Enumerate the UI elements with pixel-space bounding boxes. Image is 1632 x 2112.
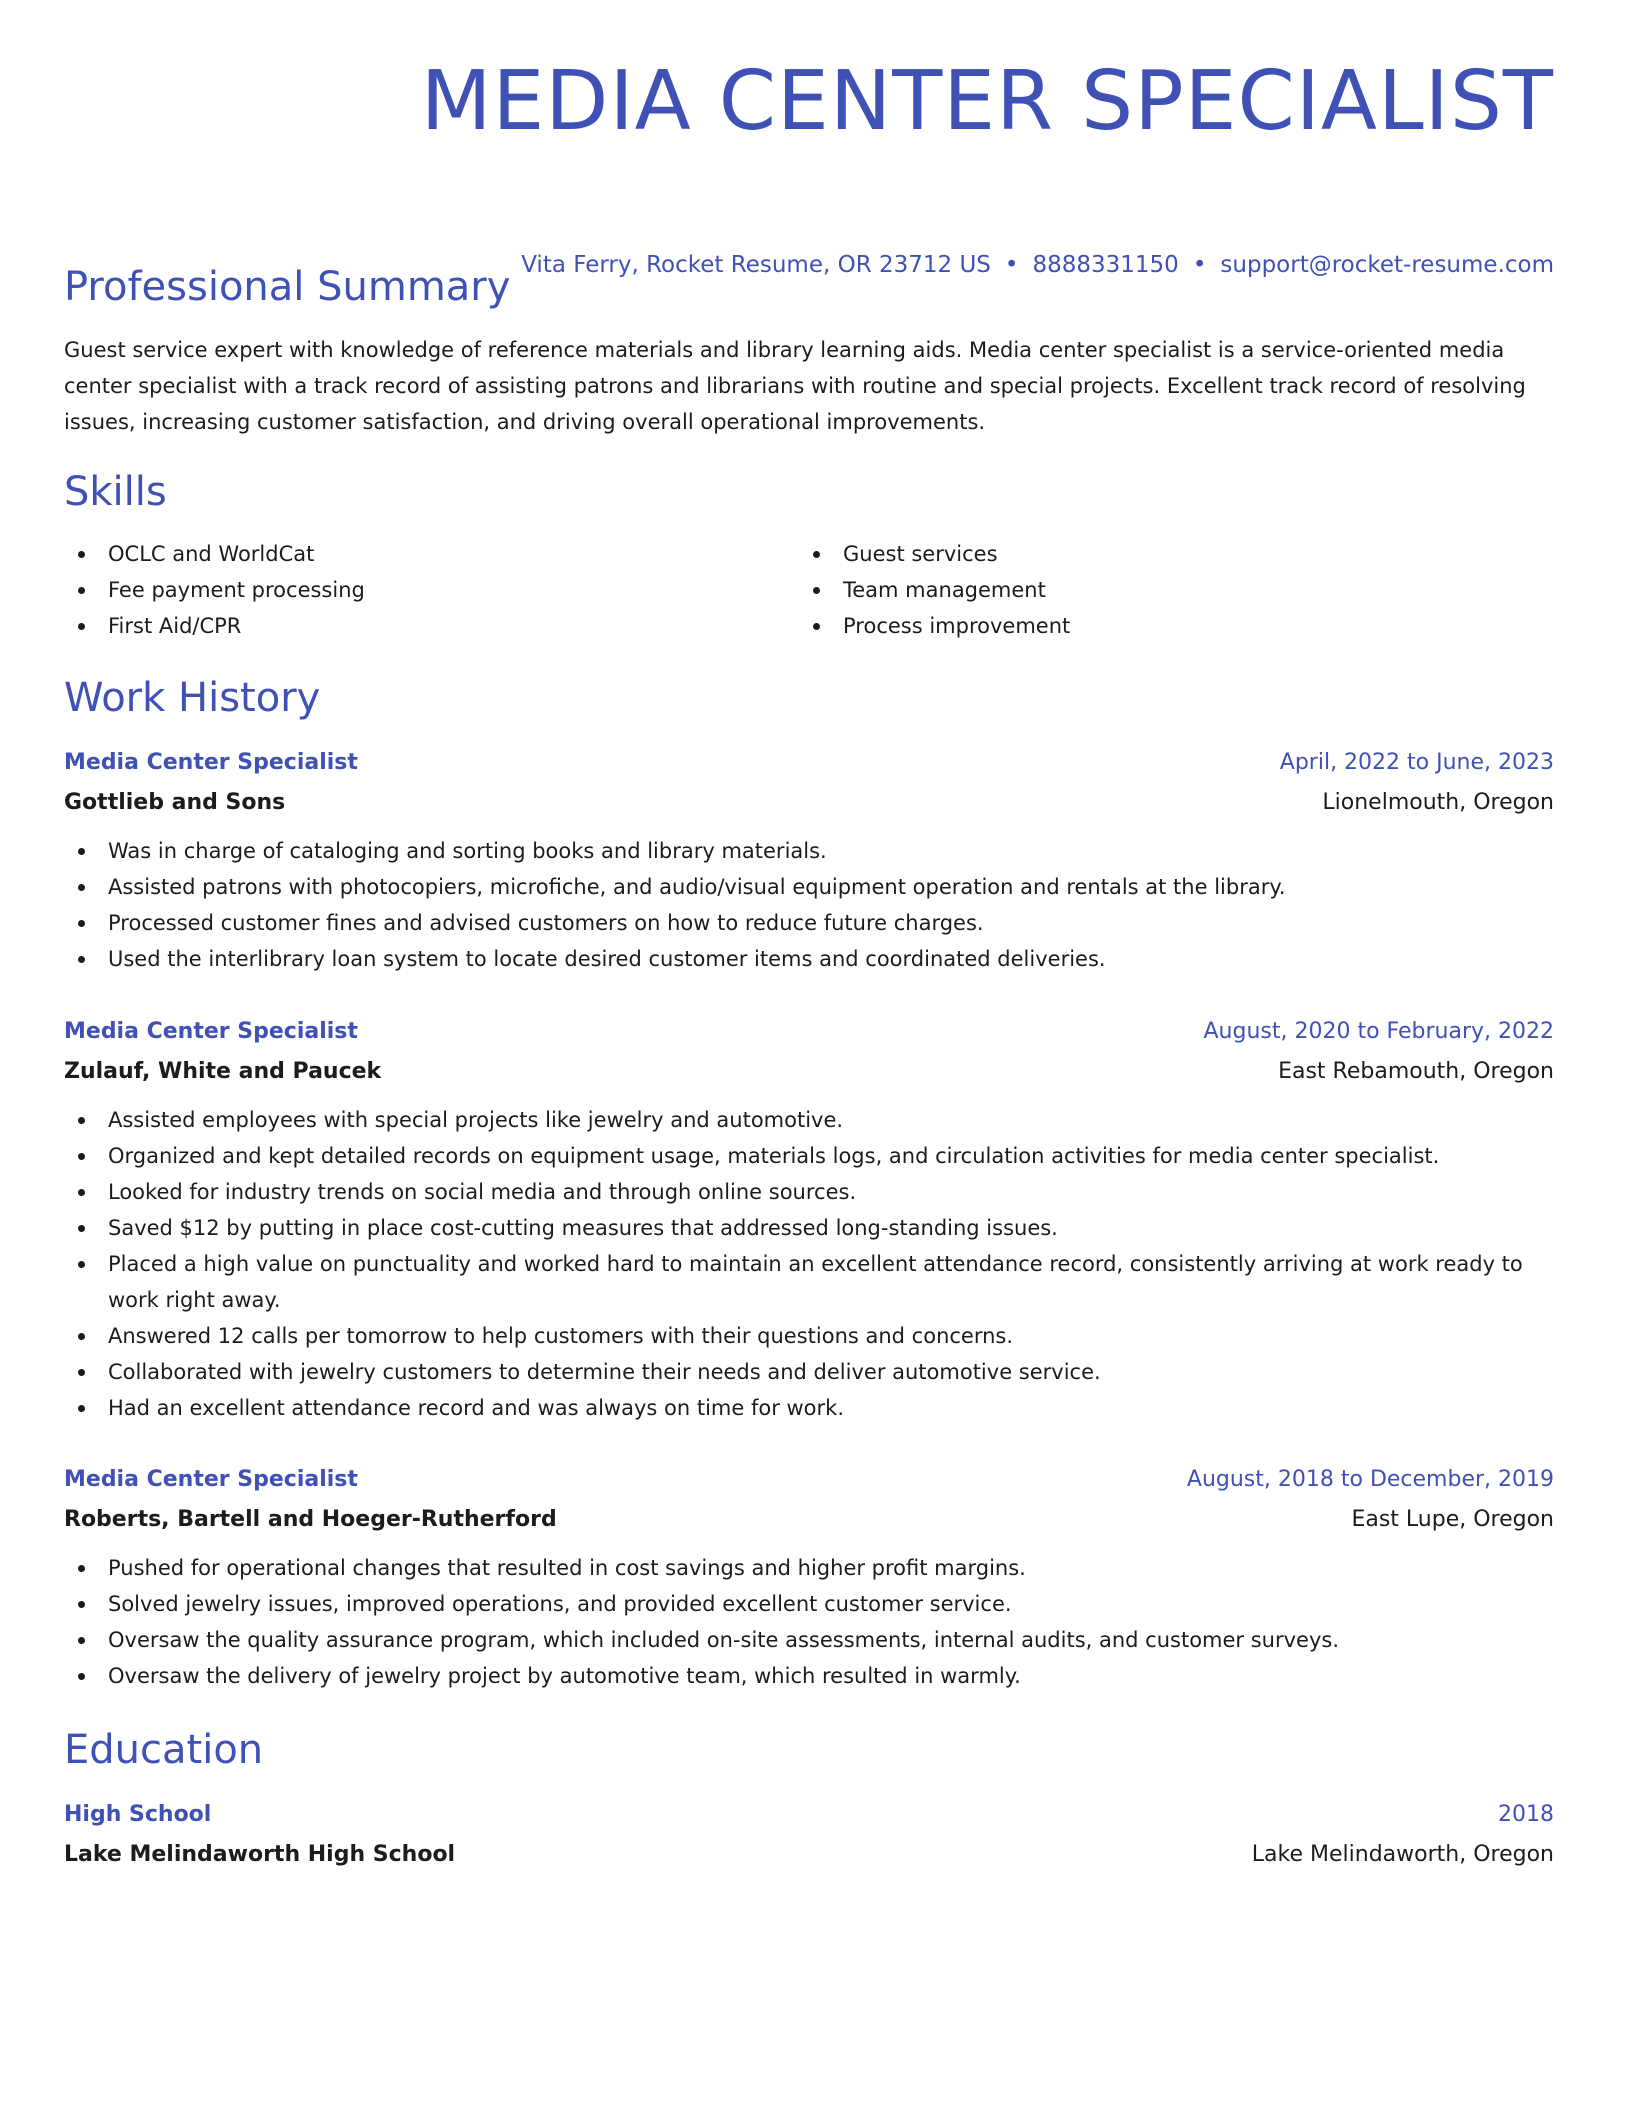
- contact-separator: •: [1004, 252, 1019, 278]
- job-bullet: Was in charge of cataloging and sorting books and library materials.: [64, 833, 1554, 869]
- job-title: Media Center Specialist: [64, 750, 358, 775]
- job-bullet: Pushed for operational changes that resulted in cost savings and higher profit margins.: [64, 1550, 1554, 1586]
- job-location: East Rebamouth, Oregon: [1278, 1059, 1554, 1084]
- job-dates: April, 2022 to June, 2023: [1279, 750, 1554, 775]
- resume-page: [64, 0, 1554, 1867]
- job-location: Lionelmouth, Oregon: [1322, 790, 1554, 815]
- job-bullet: Oversaw the delivery of jewelry project by automotive team, which resulted in warmly.: [64, 1658, 1554, 1694]
- contact-line: [521, 250, 1554, 280]
- education-school: Lake Melindaworth High School: [64, 1842, 456, 1867]
- job-bullet: Saved $12 by putting in place cost-cutting measures that addressed long-standing issues.: [64, 1210, 1554, 1246]
- job-dates: August, 2018 to December, 2019: [1186, 1467, 1554, 1492]
- education-location: Lake Melindaworth, Oregon: [1251, 1842, 1554, 1867]
- education-degree: High School: [64, 1802, 212, 1827]
- skill-item: OCLC and WorldCat: [64, 536, 764, 572]
- job-bullets: [64, 833, 1554, 977]
- summary-text: Guest service expert with knowledge of reference materials and library learning aids. Media center specialist is a service-oriented media center specialist with a track record of assisting patrons and librarians with routine and special projects. Excellent track record of resolving issues, increasing customer satisfaction, and driving overall operational improvements.: [64, 338, 1526, 434]
- skill-item: Fee payment processing: [64, 572, 764, 608]
- job-location: East Lupe, Oregon: [1351, 1507, 1554, 1532]
- skills-column-left: [64, 536, 764, 644]
- job-entry: [64, 1460, 1554, 1694]
- job-title: Media Center Specialist: [64, 1467, 358, 1492]
- contact-separator: •: [1192, 252, 1207, 278]
- job-bullet: Placed a high value on punctuality and worked hard to maintain an excellent attendance record, consistently arriving at work ready to work right away.: [64, 1246, 1554, 1318]
- job-bullet: Collaborated with jewelry customers to determine their needs and deliver automotive service.: [64, 1354, 1554, 1390]
- contact-email[interactable]: support@rocket-resume.com: [1220, 252, 1554, 278]
- contact-phone: 8888331150: [1032, 252, 1179, 278]
- job-bullet: Answered 12 calls per tomorrow to help customers with their questions and concerns.: [64, 1318, 1554, 1354]
- skill-item: First Aid/CPR: [64, 608, 764, 644]
- summary-heading: Professional Summary: [64, 264, 511, 310]
- skills-column-right: [799, 536, 1499, 644]
- job-company: Roberts, Bartell and Hoeger-Rutherford: [64, 1507, 557, 1532]
- job-bullet: Used the interlibrary loan system to locate desired customer items and coordinated deliveries.: [64, 941, 1554, 977]
- job-dates: August, 2020 to February, 2022: [1203, 1019, 1554, 1044]
- job-company: Gottlieb and Sons: [64, 790, 286, 815]
- job-bullet: Assisted patrons with photocopiers, microfiche, and audio/visual equipment operation and rentals at the library.: [64, 869, 1554, 905]
- education-entry: [64, 1795, 1554, 1875]
- job-title: Media Center Specialist: [64, 1019, 358, 1044]
- job-entry: [64, 1012, 1554, 1426]
- job-bullet: Oversaw the quality assurance program, which included on-site assessments, internal audits, and customer surveys.: [64, 1622, 1554, 1658]
- education-heading: Education: [64, 1727, 264, 1773]
- job-bullet: Looked for industry trends on social media and through online sources.: [64, 1174, 1554, 1210]
- skill-item: Guest services: [799, 536, 1499, 572]
- job-bullets: [64, 1102, 1554, 1426]
- job-bullet: Organized and kept detailed records on equipment usage, materials logs, and circulation activities for media center specialist.: [64, 1138, 1554, 1174]
- job-bullet: Assisted employees with special projects like jewelry and automotive.: [64, 1102, 1554, 1138]
- job-entry: [64, 743, 1554, 977]
- work-history-heading: Work History: [64, 675, 321, 721]
- candidate-title: MEDIA CENTER SPECIALIST: [420, 54, 1554, 149]
- job-bullets: [64, 1550, 1554, 1694]
- job-bullet: Had an excellent attendance record and was always on time for work.: [64, 1390, 1554, 1426]
- skill-item: Process improvement: [799, 608, 1499, 644]
- contact-address: Vita Ferry, Rocket Resume, OR 23712 US: [521, 252, 991, 278]
- job-bullet: Solved jewelry issues, improved operations, and provided excellent customer service.: [64, 1586, 1554, 1622]
- job-bullet: Processed customer fines and advised customers on how to reduce future charges.: [64, 905, 1554, 941]
- education-year: 2018: [1498, 1802, 1554, 1827]
- skill-item: Team management: [799, 572, 1499, 608]
- job-company: Zulauf, White and Paucek: [64, 1059, 382, 1084]
- resume-header: [64, 0, 1554, 152]
- skills-heading: Skills: [64, 469, 167, 515]
